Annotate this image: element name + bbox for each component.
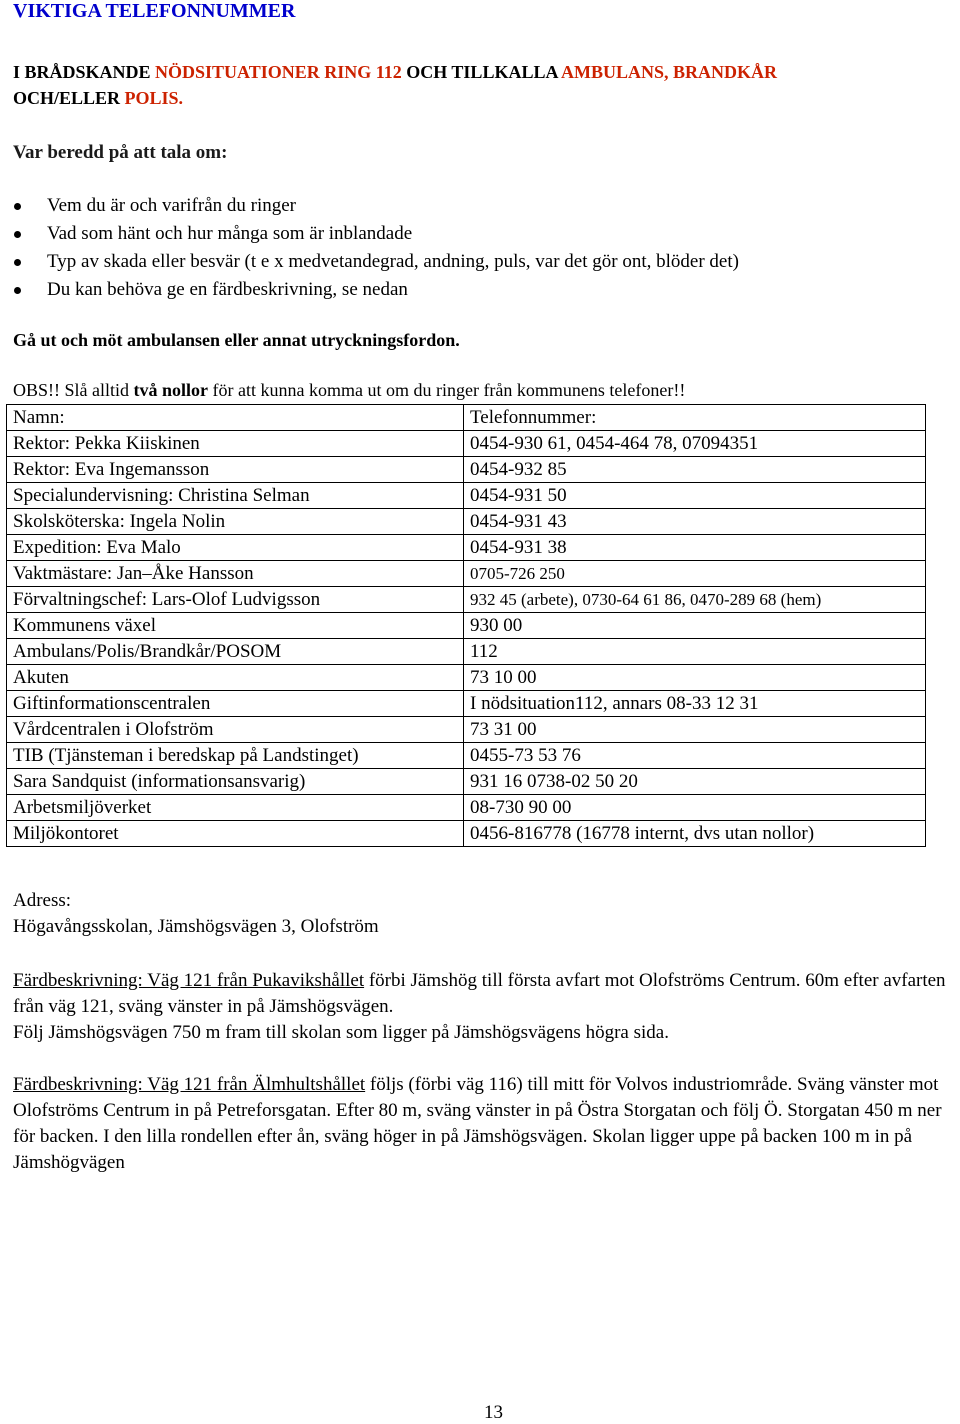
contact-phone: 08-730 90 00: [464, 795, 926, 821]
contact-phone: 0455-73 53 76: [464, 743, 926, 769]
table-row: [7, 769, 926, 795]
emergency-highlight: POLIS.: [124, 88, 184, 108]
instruction-list: [13, 193, 739, 305]
contact-phone: 73 10 00: [464, 665, 926, 691]
contact-phone: 932 45 (arbete), 0730-64 61 86, 0470-289 68 (hem): [464, 587, 926, 613]
contact-name: Akuten: [7, 665, 464, 691]
list-item: [13, 277, 739, 305]
bullet-icon: [14, 259, 21, 266]
contact-name: Specialundervisning: Christina Selman: [7, 483, 464, 509]
table-row: [7, 717, 926, 743]
table-row: [7, 743, 926, 769]
emergency-text: I BRÅDSKANDE: [13, 62, 156, 82]
contact-name: Förvaltningschef: Lars-Olof Ludvigsson: [7, 587, 464, 613]
table-row: [7, 431, 926, 457]
table-row: [7, 665, 926, 691]
obs-text: OBS!! Slå alltid: [13, 380, 134, 400]
bullet-icon: [14, 203, 21, 210]
header-name: Namn:: [7, 405, 464, 431]
emergency-text: OCH/ELLER: [13, 88, 125, 108]
page-title: VIKTIGA TELEFONNUMMER: [13, 0, 296, 22]
route-text: Följ Jämshögsvägen 750 m fram till skolan som ligger på Jämshögsvägens högra sida.: [13, 1022, 669, 1043]
contact-name: Arbetsmiljöverket: [7, 795, 464, 821]
contact-phone: 931 16 0738-02 50 20: [464, 769, 926, 795]
emergency-text: OCH TILLKALLA: [401, 62, 561, 82]
contact-name: Miljökontoret: [7, 821, 464, 847]
table-row: [7, 587, 926, 613]
page-number: 13: [484, 1402, 503, 1423]
list-item-text: Du kan behöva ge en färdbeskrivning, se nedan: [47, 279, 408, 300]
phone-table: [6, 404, 926, 847]
obs-text: för att kunna komma ut om du ringer från kommunens telefoner!!: [208, 380, 686, 400]
contact-phone: 930 00: [464, 613, 926, 639]
table-header-row: [7, 405, 926, 431]
list-item: [13, 193, 739, 221]
contact-phone: 0454-931 38: [464, 535, 926, 561]
contact-phone: 73 31 00: [464, 717, 926, 743]
route-description-2: [13, 1072, 958, 1176]
contact-name: Sara Sandquist (informationsansvarig): [7, 769, 464, 795]
emergency-highlight: AMBULANS, BRANDKÅR: [560, 62, 777, 82]
list-item-text: Vad som hänt och hur många som är inblandade: [47, 223, 413, 244]
address-value: Högavångsskolan, Jämshögsvägen 3, Olofström: [13, 916, 379, 937]
contact-name: Rektor: Pekka Kiiskinen: [7, 431, 464, 457]
contact-name: Ambulans/Polis/Brandkår/POSOM: [7, 639, 464, 665]
table-row: [7, 613, 926, 639]
contact-name: Rektor: Eva Ingemansson: [7, 457, 464, 483]
contact-phone: 0454-930 61, 0454-464 78, 07094351: [464, 431, 926, 457]
table-row: [7, 535, 926, 561]
bullet-icon: [14, 287, 21, 294]
table-row: [7, 457, 926, 483]
emergency-highlight: NÖDSITUATIONER RING 112: [155, 62, 402, 82]
table-row: [7, 691, 926, 717]
contact-phone: 0454-931 43: [464, 509, 926, 535]
emergency-line-2: [13, 88, 183, 109]
contact-phone: 0454-932 85: [464, 457, 926, 483]
table-row: [7, 561, 926, 587]
table-row: [7, 509, 926, 535]
list-item: [13, 221, 739, 249]
contact-phone: I nödsituation112, annars 08-33 12 31: [464, 691, 926, 717]
contact-name: Kommunens växel: [7, 613, 464, 639]
list-item: [13, 249, 739, 277]
contact-name: Skolsköterska: Ingela Nolin: [7, 509, 464, 535]
route-heading: Färdbeskrivning: Väg 121 från Pukavikshållet: [13, 970, 365, 991]
contact-phone: 0705-726 250: [464, 561, 926, 587]
list-item-text: Typ av skada eller besvär (t e x medvetandegrad, andning, puls, var det gör ont, blöder det): [47, 251, 739, 272]
route-text: följs (förbi väg 116) till mitt för Volvos industriområde. Sväng vänster mot Olofströms Centrum in på Petreforsgatan. Efter 80 m, sväng vänster in på Östra Storgatan och följ Ö. Storgatan 450 m ner för backen. I den lilla rondellen efter ån, sväng höger in på Jämshögsvägen. Skolan ligger uppe på backen 100 m in på Jämshögvägen: [13, 1074, 942, 1173]
table-row: [7, 483, 926, 509]
emergency-line-1: [13, 62, 777, 83]
contact-name: Giftinformationscentralen: [7, 691, 464, 717]
route-text: förbi Jämshög till första avfart mot Olofströms Centrum. 60m efter avfarten från väg 121, sväng vänster in på Jämshögsvägen.: [13, 970, 946, 1017]
list-item-text: Vem du är och varifrån du ringer: [47, 195, 297, 216]
table-row: [7, 821, 926, 847]
contact-phone: 0456-816778 (16778 internt, dvs utan nollor): [464, 821, 926, 847]
table-row: [7, 639, 926, 665]
meet-ambulance-note: Gå ut och möt ambulansen eller annat utryckningsfordon.: [13, 330, 460, 350]
bullet-icon: [14, 231, 21, 238]
route-heading: Färdbeskrivning: Väg 121 från Älmhultshållet: [13, 1074, 366, 1095]
contact-phone: 112: [464, 639, 926, 665]
table-row: [7, 795, 926, 821]
obs-bold: två nollor: [133, 380, 208, 400]
prepare-heading: Var beredd på att tala om:: [13, 142, 228, 163]
contact-name: TIB (Tjänsteman i beredskap på Landstinget): [7, 743, 464, 769]
contact-name: Expedition: Eva Malo: [7, 535, 464, 561]
address-label: Adress:: [13, 890, 72, 911]
contact-name: Vårdcentralen i Olofström: [7, 717, 464, 743]
route-description-1: [13, 968, 958, 1046]
obs-note: [13, 380, 685, 401]
contact-name: Vaktmästare: Jan–Åke Hansson: [7, 561, 464, 587]
header-phone: Telefonnummer:: [464, 405, 926, 431]
contact-phone: 0454-931 50: [464, 483, 926, 509]
